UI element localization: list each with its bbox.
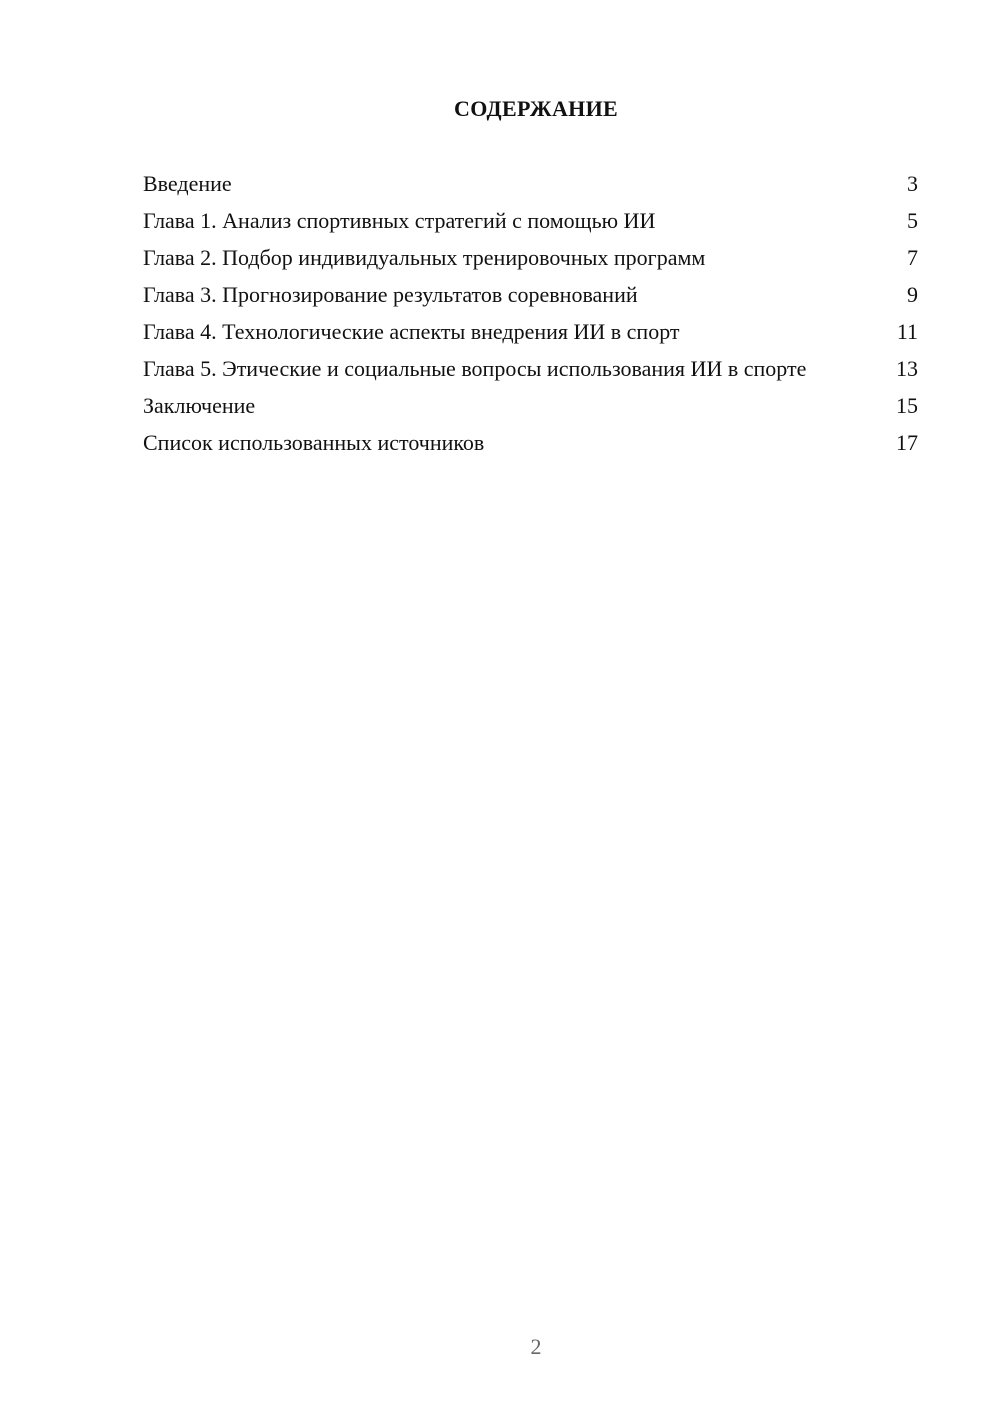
toc-entry-text: Глава 1. Анализ спортивных стратегий с помощью ИИ [143, 208, 656, 233]
toc-title: СОДЕРЖАНИЕ [454, 96, 618, 121]
toc-entry-page: 15 [896, 393, 918, 418]
toc-entry-chapter-4 [143, 318, 918, 355]
toc-entry-chapter-3 [143, 281, 918, 318]
toc-entry-page: 5 [907, 208, 918, 233]
toc-entry-text: Глава 5. Этические и социальные вопросы использования ИИ в спорте [143, 356, 807, 381]
toc-entry-text: Заключение [143, 393, 256, 418]
toc-entry-references [143, 429, 918, 466]
toc-entry-page: 17 [896, 430, 918, 455]
toc-entry-conclusion [143, 392, 918, 429]
toc-entry-page: 11 [896, 319, 918, 344]
toc-entry-text: Глава 4. Технологические аспекты внедрения ИИ в спорт [143, 319, 680, 344]
toc-entry-chapter-2 [143, 244, 918, 281]
table-of-contents [143, 170, 918, 466]
toc-entry-introduction [143, 170, 918, 207]
toc-entry-text: Список использованных источников [143, 430, 485, 455]
toc-entry-page: 3 [907, 171, 918, 196]
toc-entry-chapter-5 [143, 355, 918, 392]
toc-entry-page: 9 [907, 282, 918, 307]
toc-entry-text: Введение [143, 171, 232, 196]
toc-entry-page: 7 [907, 245, 918, 270]
toc-entry-chapter-1 [143, 207, 918, 244]
page-number: 2 [530, 1334, 542, 1359]
toc-entry-page: 13 [896, 356, 918, 381]
toc-entry-text: Глава 3. Прогнозирование результатов соревнований [143, 282, 638, 307]
toc-entry-text: Глава 2. Подбор индивидуальных тренировочных программ [143, 245, 706, 270]
